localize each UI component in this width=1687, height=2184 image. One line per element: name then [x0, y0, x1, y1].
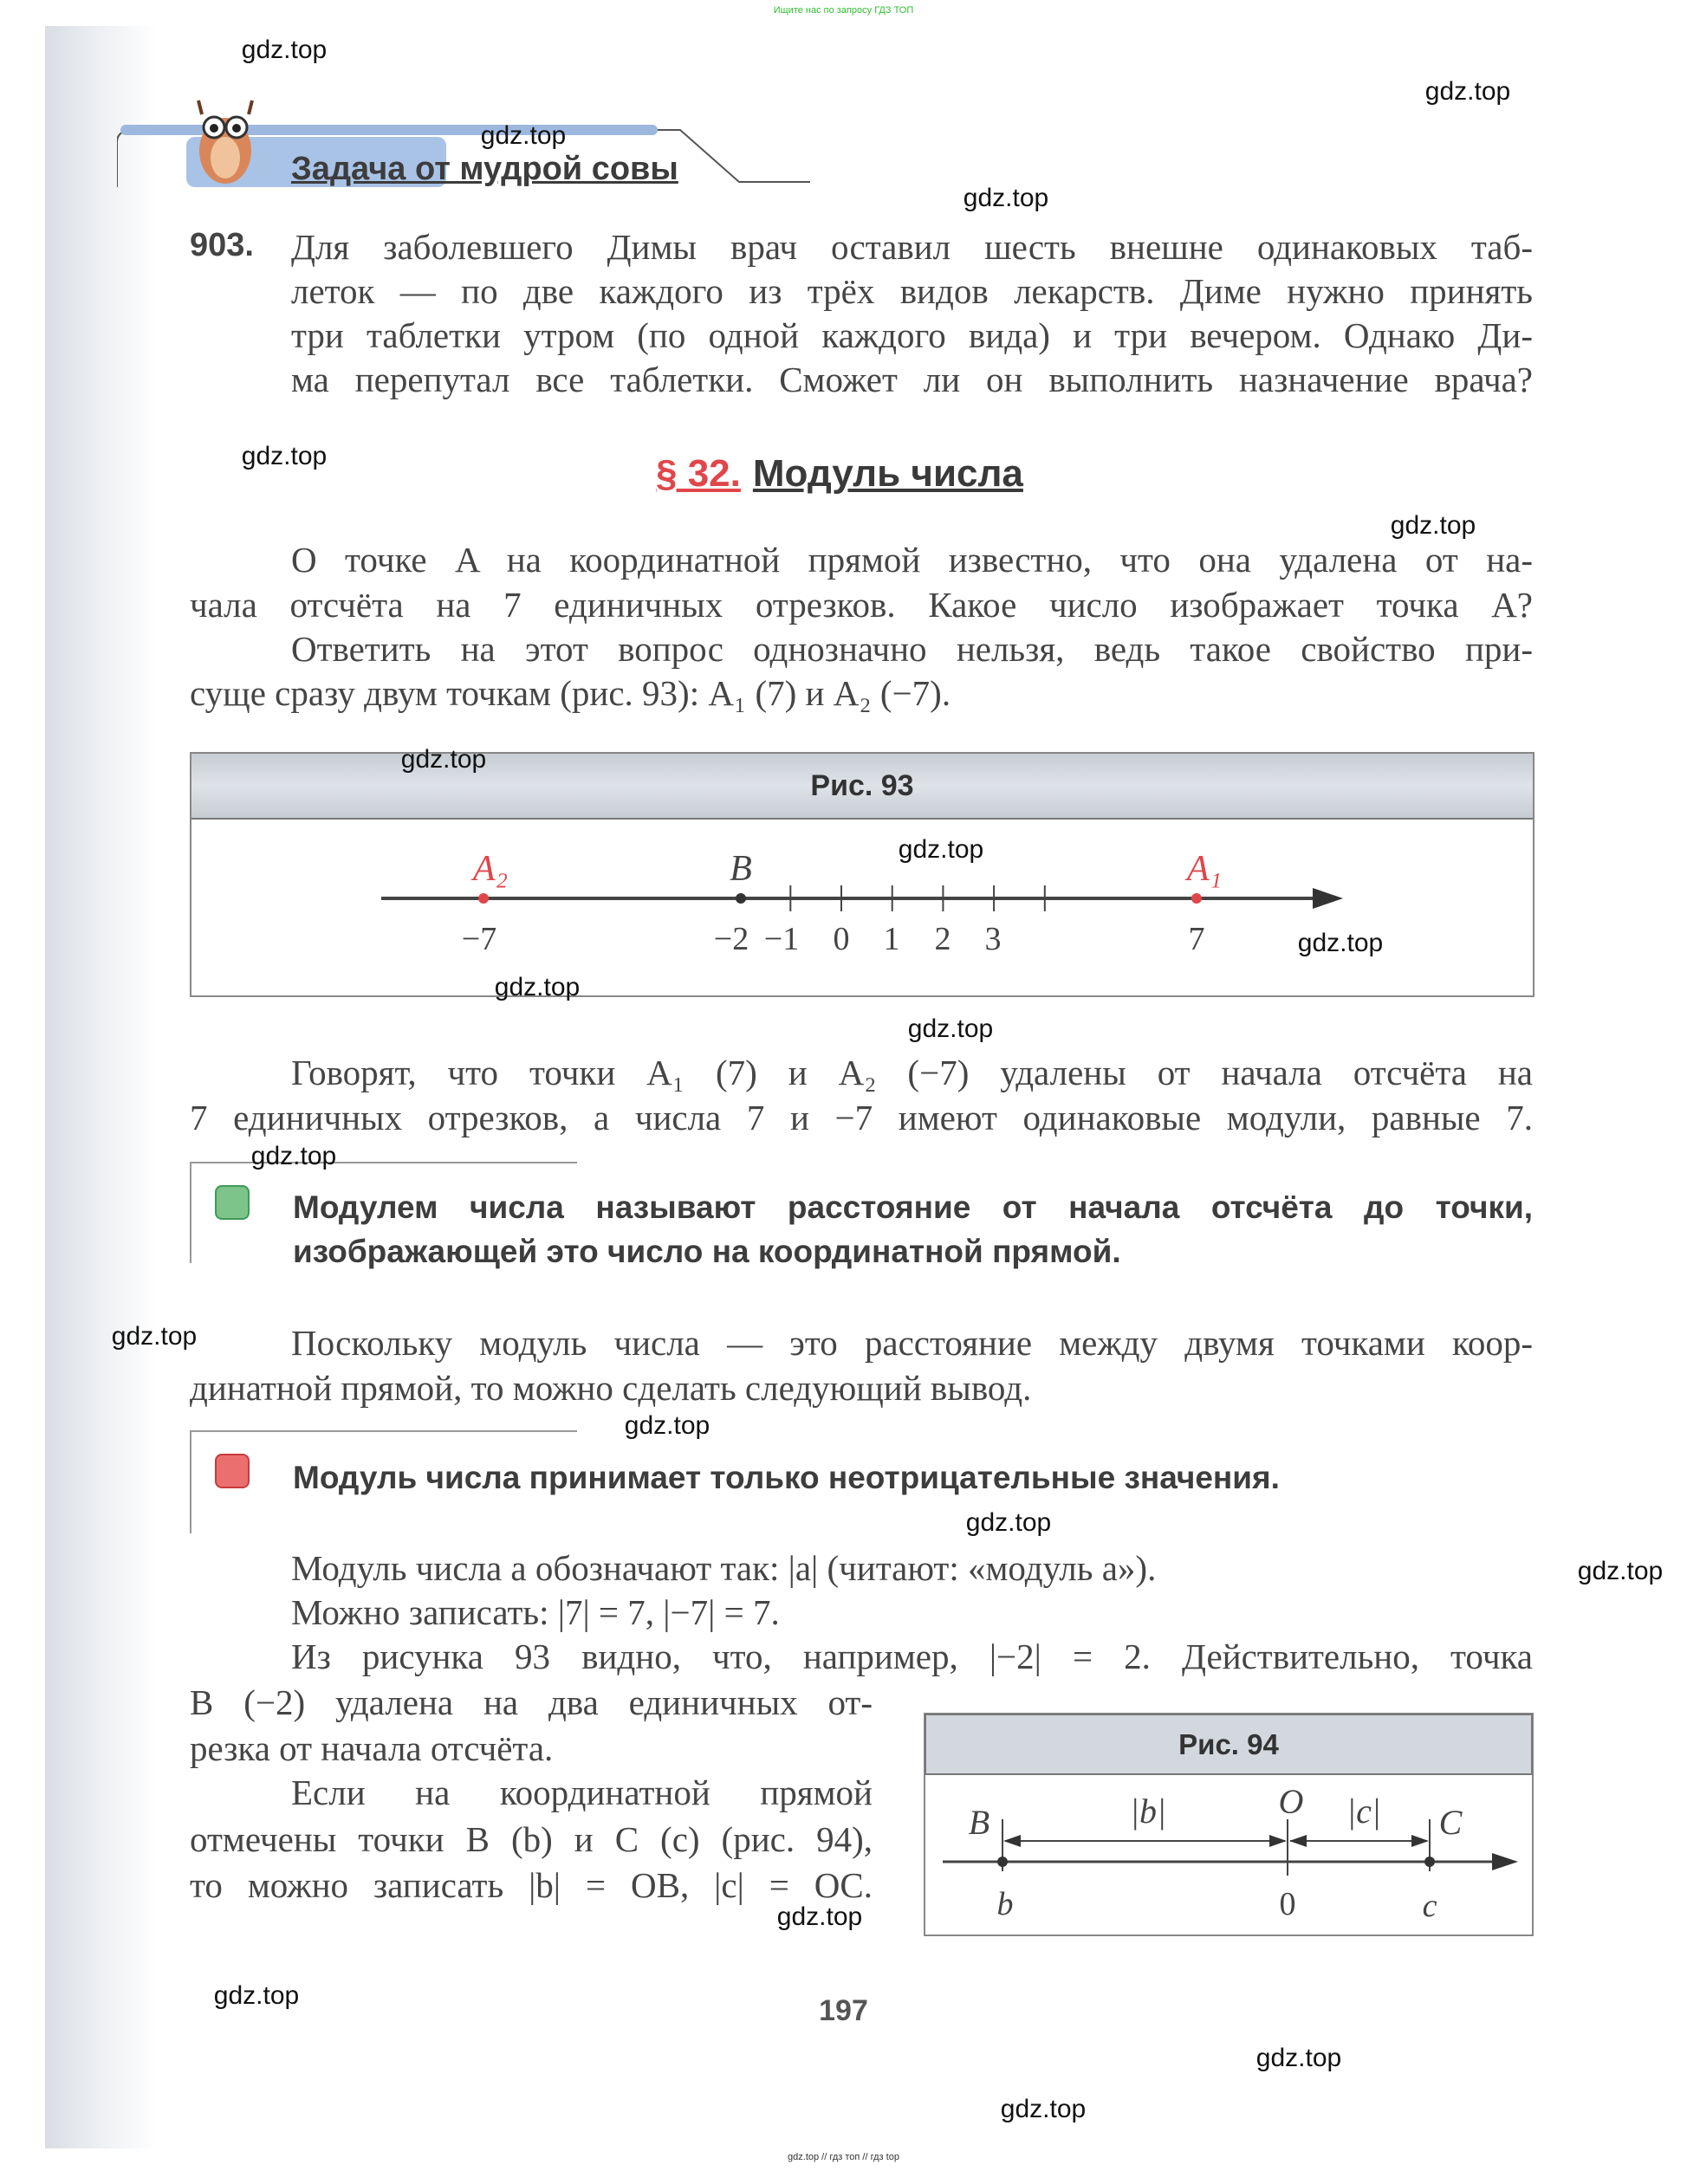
- task-line: три таблетки утром (по одной каждого вида) и три вечером. Однако Ди-: [291, 315, 1533, 355]
- figure-94-title: Рис. 94: [1178, 1728, 1279, 1760]
- gdz-watermark: gdz.top: [400, 745, 487, 774]
- footer-watermark: gdz.top // гдз топ // гдз top: [788, 2152, 899, 2162]
- gdz-watermark: gdz.top: [776, 1902, 863, 1931]
- fig94-number-line: [925, 1714, 1533, 1935]
- tail-line: Из рисунка 93 видно, что, например, |−2| = 2. Действительно, точка: [291, 1636, 1533, 1676]
- intro-line: Ответить на этот вопрос однозначно нельзя, ведь такое свойство при-: [291, 629, 1533, 669]
- section-title: Модуль числа: [752, 452, 1023, 495]
- tick-label: 0: [833, 921, 850, 957]
- gdz-watermark: gdz.top: [480, 121, 567, 150]
- label-b: B: [730, 849, 752, 889]
- gdz-watermark: gdz.top: [624, 1411, 710, 1440]
- label-C: C: [1438, 1803, 1463, 1842]
- gdz-watermark: gdz.top: [965, 1508, 1052, 1537]
- tail-line: то можно записать |b| = OB, |c| = OC.: [190, 1865, 873, 1905]
- tail-line: отмечены точки B (b) и C (c) (рис. 94),: [190, 1819, 873, 1859]
- tick-label: 2: [934, 921, 951, 957]
- gdz-watermark: gdz.top: [494, 973, 581, 1001]
- since-line: Поскольку модуль числа — это расстояние между двумя точками коор-: [291, 1323, 1533, 1363]
- gdz-watermark: gdz.top: [1390, 511, 1476, 540]
- gdz-watermark: gdz.top: [1000, 2095, 1087, 2123]
- label-abs-c: |c|: [1346, 1792, 1381, 1831]
- label-O: O: [1278, 1782, 1304, 1821]
- task-line: Для заболевшего Димы врач оставил шесть внешне одинаковых таб-: [291, 227, 1533, 267]
- since-line: динатной прямой, то можно сделать следующий вывод.: [190, 1368, 1032, 1408]
- important-note-icon: [215, 1454, 250, 1488]
- gdz-watermark: gdz.top: [241, 442, 328, 470]
- page-number: 197: [819, 1994, 868, 2027]
- section-number: § 32.: [656, 452, 741, 495]
- tail-line: резка от начала отсчёта.: [190, 1728, 554, 1768]
- definition-line: изображающей это число на координатной прямой.: [293, 1234, 1121, 1269]
- tick-label: −7: [461, 921, 497, 957]
- tail-line: B (−2) удалена на два единичных от-: [190, 1682, 873, 1722]
- definition-line: Модулем числа называют расстояние от начала отсчёта до точки,: [293, 1189, 1533, 1225]
- intro-line: чала отсчёта на 7 единичных отрезков. Какое число изображает точка A?: [190, 585, 1533, 625]
- tail-line: Можно записать: |7| = 7, |−7| = 7.: [291, 1592, 780, 1632]
- label-a2: A₂: [472, 849, 509, 889]
- label-a1: A₁: [1186, 849, 1223, 889]
- fig93-number-line: [381, 849, 1343, 957]
- tick-label: 1: [883, 921, 900, 957]
- gdz-watermark: gdz.top: [1256, 2044, 1342, 2072]
- task-number: 903.: [190, 227, 254, 263]
- gdz-watermark: gdz.top: [1297, 929, 1384, 957]
- gdz-watermark: gdz.top: [963, 184, 1049, 212]
- task-line: леток — по две каждого из трёх видов лекарств. Диме нужно принять: [291, 271, 1533, 311]
- owl-task-title: Задача от мудрой совы: [291, 151, 678, 187]
- intro-line: суще сразу двум точкам (рис. 93): A₁ (7) и A₂ (−7).: [190, 673, 951, 713]
- label-zero: 0: [1279, 1886, 1296, 1922]
- gdz-watermark: gdz.top: [241, 36, 328, 64]
- check-note-icon: [215, 1185, 250, 1220]
- gdz-watermark: gdz.top: [907, 1014, 994, 1043]
- intro-line: О точке A на координатной прямой известно, что она удалена от на-: [291, 540, 1533, 580]
- gdz-watermark: gdz.top: [898, 835, 984, 864]
- tail-line: Модуль числа a обозначают так: |a| (читают: «модуль a»).: [291, 1548, 1157, 1588]
- gdz-watermark: gdz.top: [1424, 77, 1511, 106]
- label-b: b: [996, 1886, 1014, 1922]
- point-b: [736, 893, 746, 904]
- task-line: ма перепутал все таблетки. Сможет ли он выполнить назначение врача?: [291, 360, 1533, 399]
- gdz-watermark: gdz.top: [1577, 1557, 1664, 1585]
- tick-label: −2: [713, 921, 749, 957]
- said-line: 7 единичных отрезков, а числа 7 и −7 имеют одинаковые модули, равные 7.: [190, 1098, 1533, 1137]
- gdz-watermark: gdz.top: [250, 1142, 337, 1170]
- axis-arrow-icon: [1313, 888, 1343, 909]
- label-abs-b: |b|: [1130, 1792, 1166, 1831]
- tick-label: 7: [1188, 921, 1205, 957]
- search-hint: Ищите нас по запросу ГДЗ ТОП: [773, 5, 914, 16]
- figure-93-title: Рис. 93: [191, 754, 1533, 820]
- label-c: c: [1422, 1888, 1437, 1924]
- tail-line: Если на координатной прямой: [291, 1772, 873, 1812]
- point-a1: [1191, 893, 1202, 904]
- gdz-watermark: gdz.top: [111, 1322, 198, 1351]
- property-text: Модуль числа принимает только неотрицательные значения.: [293, 1460, 1280, 1495]
- said-line: Говорят, что точки A₁ (7) и A₂ (−7) удалены от начала отсчёта на: [291, 1053, 1533, 1092]
- gdz-watermark: gdz.top: [213, 1981, 300, 2010]
- tick-label: −1: [763, 921, 800, 957]
- point-a2: [478, 893, 489, 904]
- tick-label: 3: [984, 921, 1002, 957]
- label-B: B: [968, 1803, 990, 1842]
